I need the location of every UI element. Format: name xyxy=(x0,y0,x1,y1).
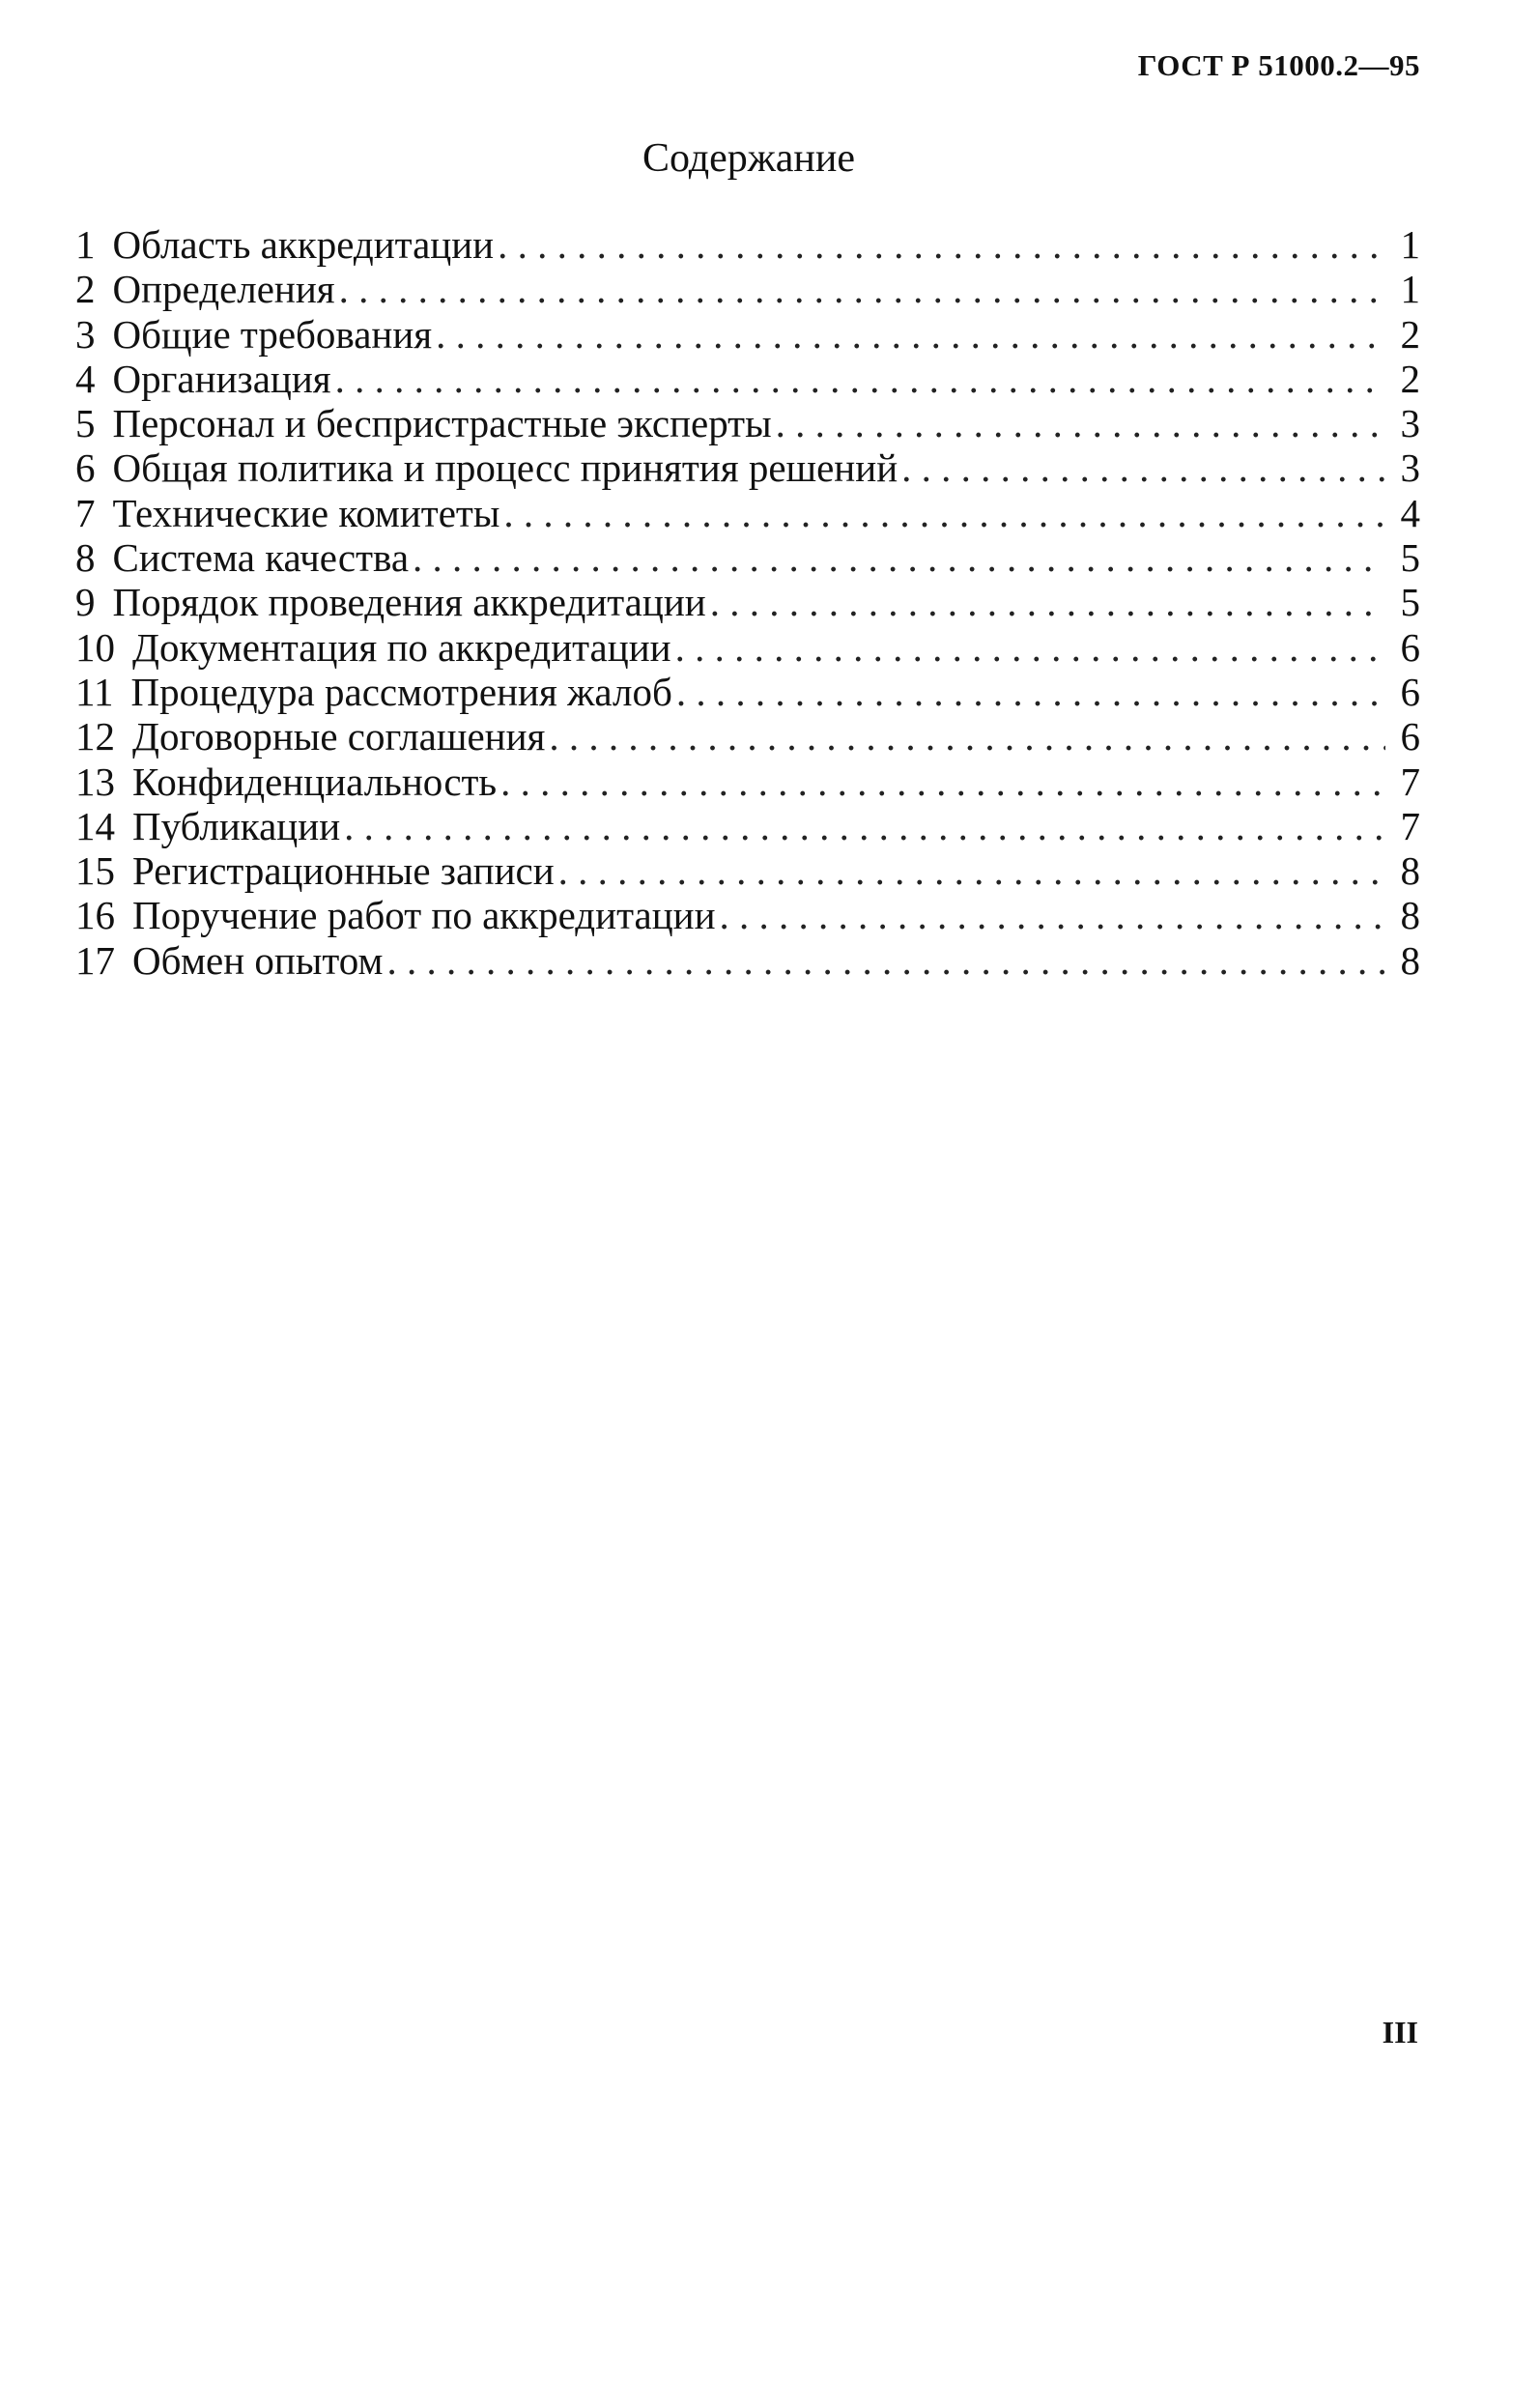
toc-entry xyxy=(75,222,1420,267)
toc-entry-label: Область аккредитации xyxy=(112,222,495,267)
toc-entry-label: Процедура рассмотрения жалоб xyxy=(130,669,672,714)
toc-dot-leader xyxy=(335,357,1385,401)
toc-entry-number: 16 xyxy=(75,893,115,938)
toc-entry-number: 14 xyxy=(75,803,115,848)
toc-title: Содержание xyxy=(642,136,856,181)
toc-dot-leader xyxy=(500,759,1385,804)
toc-dot-leader xyxy=(558,848,1385,893)
toc-entry-number: 9 xyxy=(75,580,96,625)
toc-entry-page: 3 xyxy=(1400,445,1420,491)
toc-entry-label: Документация по аккредитации xyxy=(132,624,671,670)
toc-entry-number: 4 xyxy=(75,356,96,401)
toc-dot-leader xyxy=(436,312,1385,357)
toc-dot-leader xyxy=(413,535,1385,580)
toc-entry-label: Система качества xyxy=(112,535,410,581)
toc-entry xyxy=(75,938,1420,983)
toc-entry xyxy=(75,759,1420,804)
toc-entry-number: 6 xyxy=(75,445,96,491)
toc-entry-label: Публикации xyxy=(132,803,341,848)
toc-dot-leader xyxy=(901,445,1385,490)
toc-entry-page: 5 xyxy=(1400,580,1420,625)
toc-entry xyxy=(75,312,1420,357)
toc-entry-page: 6 xyxy=(1400,669,1420,714)
table-of-contents xyxy=(75,222,1420,983)
toc-entry-number: 1 xyxy=(75,222,96,267)
toc-entry-page: 6 xyxy=(1400,714,1420,759)
toc-entry-number: 15 xyxy=(75,848,115,894)
toc-dot-leader xyxy=(776,401,1385,445)
toc-entry-number: 3 xyxy=(75,311,96,357)
toc-entry-label: Общая политика и процесс принятия решений xyxy=(112,445,898,491)
toc-entry-page: 4 xyxy=(1400,490,1420,535)
toc-dot-leader xyxy=(720,893,1385,937)
toc-entry-number: 12 xyxy=(75,714,115,759)
toc-entry-label: Порядок проведения аккредитации xyxy=(112,580,706,625)
toc-entry-label: Определения xyxy=(112,267,335,312)
toc-dot-leader xyxy=(498,222,1385,267)
document-code: ГОСТ Р 51000.2—95 xyxy=(1137,48,1420,82)
toc-entry-label: Персонал и беспристрастные эксперты xyxy=(112,401,772,446)
toc-entry-number: 8 xyxy=(75,535,96,581)
toc-entry-number: 17 xyxy=(75,937,115,983)
toc-entry-label: Общие требования xyxy=(112,311,433,357)
toc-entry-number: 10 xyxy=(75,624,115,670)
toc-entry xyxy=(75,580,1420,624)
toc-entry-page: 7 xyxy=(1400,759,1420,804)
toc-entry-page: 3 xyxy=(1400,401,1420,446)
toc-entry-page: 2 xyxy=(1400,356,1420,401)
toc-entry-number: 2 xyxy=(75,267,96,312)
toc-entry-page: 6 xyxy=(1400,624,1420,670)
toc-entry xyxy=(75,670,1420,714)
toc-entry xyxy=(75,848,1420,893)
toc-entry-page: 8 xyxy=(1400,848,1420,894)
toc-entry-number: 7 xyxy=(75,490,96,535)
toc-entry-number: 13 xyxy=(75,759,115,804)
toc-entry-number: 11 xyxy=(75,669,114,714)
toc-entry xyxy=(75,893,1420,937)
toc-entry-page: 1 xyxy=(1400,267,1420,312)
toc-entry xyxy=(75,804,1420,848)
toc-dot-leader xyxy=(710,580,1385,624)
toc-entry xyxy=(75,401,1420,445)
toc-dot-leader xyxy=(503,491,1385,535)
toc-entry-label: Технические комитеты xyxy=(112,490,500,535)
toc-entry-label: Конфиденциальность xyxy=(132,759,498,804)
toc-dot-leader xyxy=(344,804,1385,848)
toc-entry xyxy=(75,491,1420,535)
toc-entry-page: 1 xyxy=(1400,222,1420,267)
toc-dot-leader xyxy=(676,670,1385,714)
toc-entry-page: 2 xyxy=(1400,311,1420,357)
toc-entry-label: Поручение работ по аккредитации xyxy=(132,893,716,938)
toc-entry xyxy=(75,535,1420,580)
toc-entry-label: Договорные соглашения xyxy=(132,714,546,759)
toc-entry xyxy=(75,267,1420,311)
toc-entry-page: 5 xyxy=(1400,535,1420,581)
toc-dot-leader xyxy=(386,938,1385,983)
toc-entry-page: 8 xyxy=(1400,937,1420,983)
toc-entry-label: Организация xyxy=(112,356,331,401)
toc-entry-page: 8 xyxy=(1400,893,1420,938)
toc-entry xyxy=(75,445,1420,490)
toc-entry xyxy=(75,625,1420,670)
toc-dot-leader xyxy=(675,625,1385,670)
toc-entry xyxy=(75,714,1420,759)
toc-dot-leader xyxy=(339,267,1385,311)
toc-entry-label: Обмен опытом xyxy=(132,937,384,983)
toc-entry-label: Регистрационные записи xyxy=(132,848,555,894)
toc-dot-leader xyxy=(549,714,1385,759)
toc-entry-page: 7 xyxy=(1400,803,1420,848)
page-number: III xyxy=(1382,2015,1418,2049)
toc-entry xyxy=(75,357,1420,401)
toc-entry-number: 5 xyxy=(75,401,96,446)
